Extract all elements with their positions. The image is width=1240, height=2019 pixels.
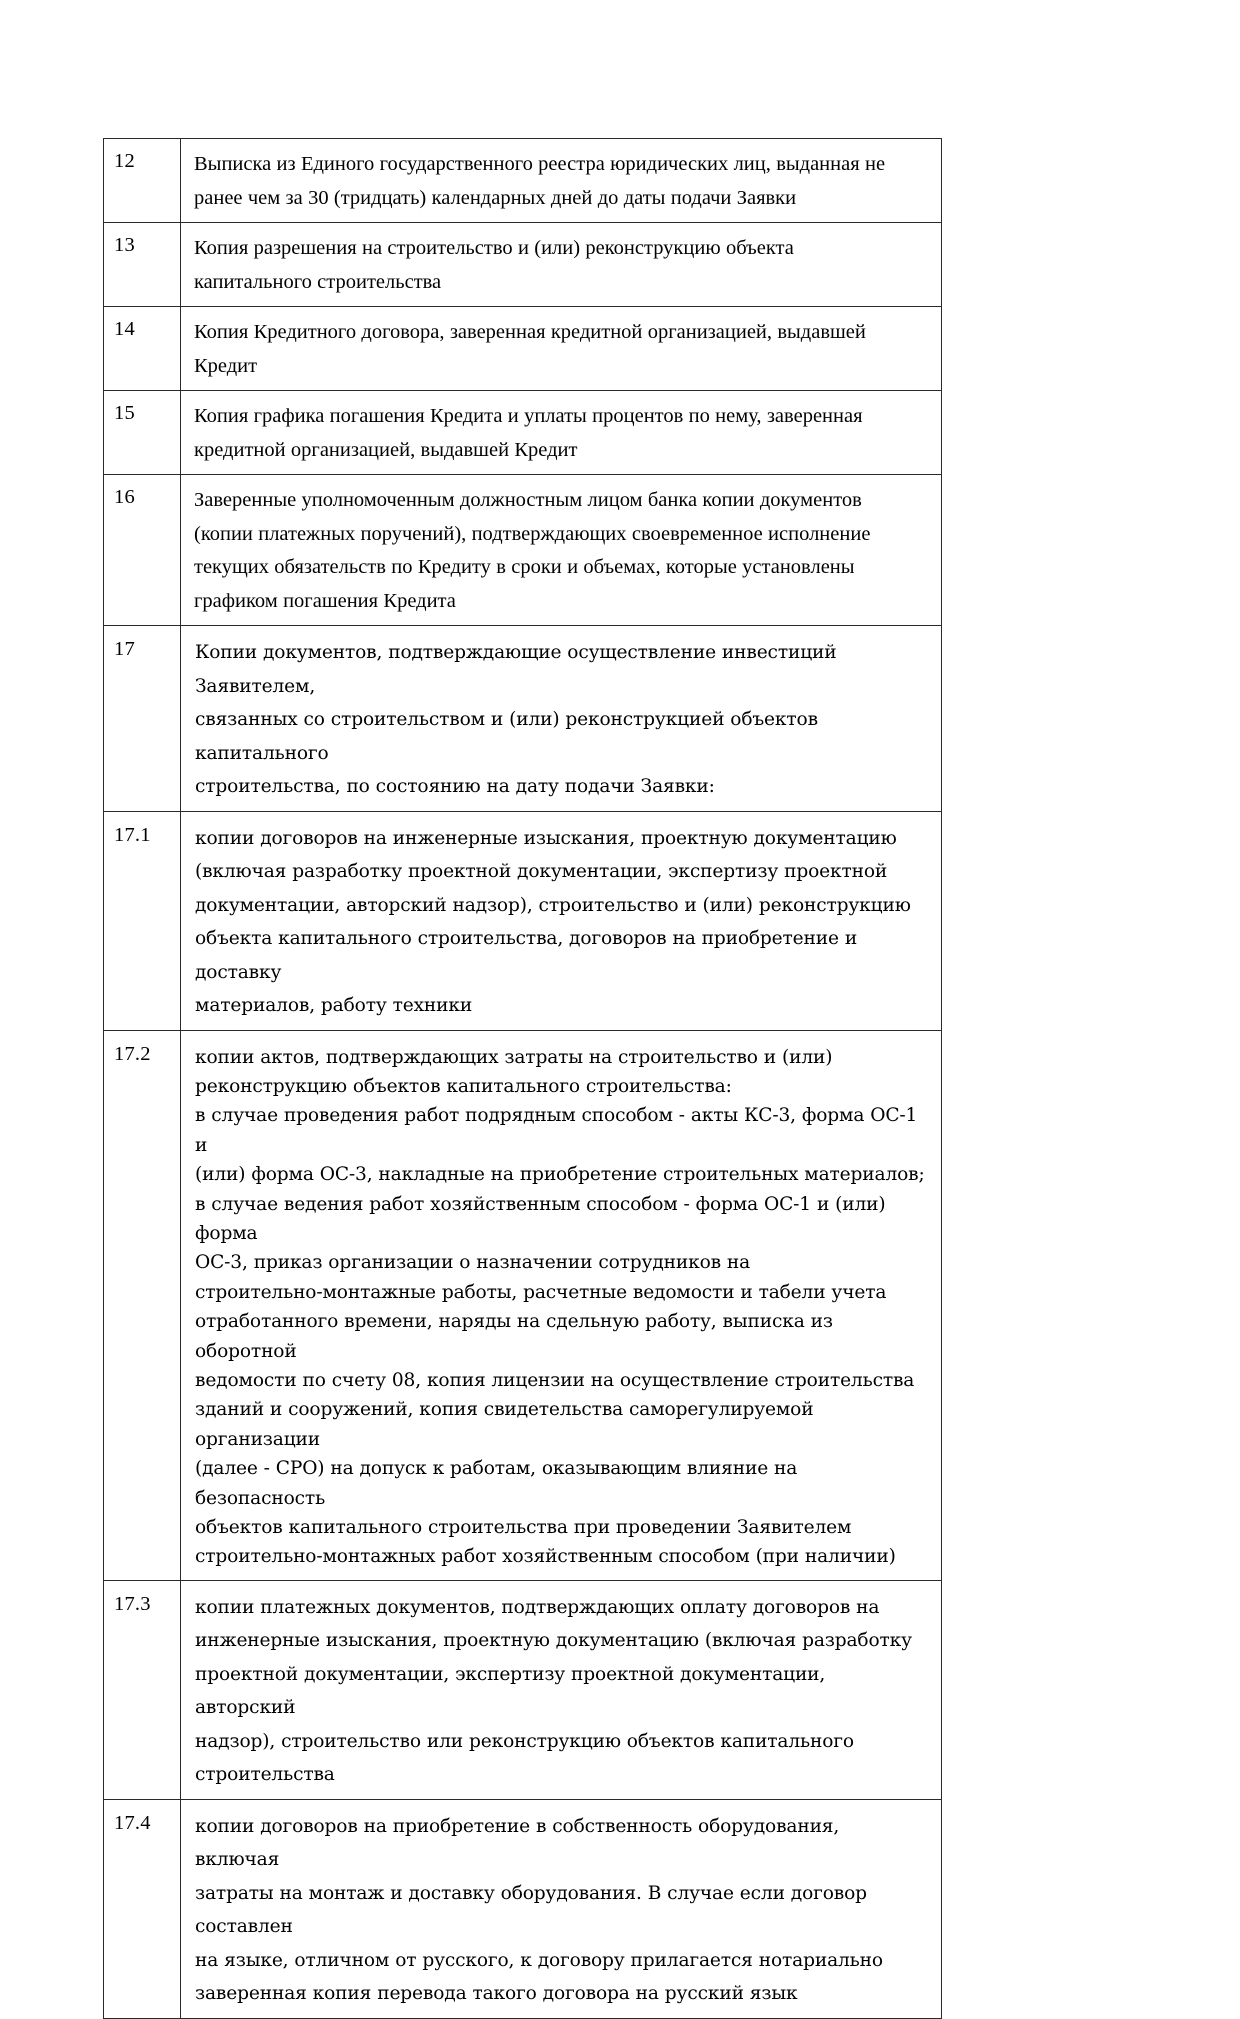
row-number-cell (104, 811, 181, 1030)
table-row (104, 811, 942, 1030)
row-text-line: реконструкцию объектов капитального строительства: (195, 1075, 732, 1097)
row-text (181, 391, 941, 474)
row-number: 14 (114, 318, 135, 340)
row-text-line: графиком погашения Кредита (194, 589, 456, 612)
row-text-cell (181, 475, 942, 626)
row-text-line: на языке, отличном от русского, к договору прилагается нотариально (195, 1949, 883, 1971)
row-text-line: объектов капитального строительства при проведении Заявителем (195, 1517, 852, 1538)
row-text-line: строительства, по состоянию на дату подачи Заявки: (195, 776, 715, 797)
row-text-line: ведомости по счету 08, копия лицензии на осуществление строительства (195, 1369, 915, 1391)
row-text-line: затраты на монтаж и доставку оборудования. В случае если договор составлен (195, 1882, 867, 1938)
row-text (181, 1581, 941, 1799)
row-text (181, 812, 941, 1030)
row-text-line: объекта капитального строительства, договоров на приобретение и доставку (195, 928, 858, 983)
row-text-cell (181, 1799, 942, 2018)
row-text-line: (или) форма ОС-3, накладные на приобретение строительных материалов; (195, 1164, 925, 1186)
row-number-cell (104, 1030, 181, 1580)
row-text-line: Копии документов, подтверждающие осуществление инвестиций Заявителем, (195, 642, 837, 697)
row-text-cell (181, 391, 942, 475)
row-text-line: надзор), строительство или реконструкцию объектов капитального (195, 1730, 854, 1752)
row-text-line: зданий и сооружений, копия свидетельства саморегулируемой организации (195, 1399, 814, 1450)
row-text-line: документации, авторский надзор), строительство и (или) реконструкцию (195, 894, 911, 916)
table-row (104, 475, 942, 626)
table-row (104, 1799, 942, 2018)
row-text-line: проектной документации, экспертизу проектной документации, авторский (195, 1663, 826, 1719)
requirements-table (103, 138, 942, 2019)
row-text-cell (181, 1030, 942, 1580)
table-body (104, 139, 942, 2019)
row-text-line: ранее чем за 30 (тридцать) календарных дней до даты подачи Заявки (194, 186, 797, 209)
row-text-line: Копия графика погашения Кредита и уплаты процентов по нему, заверенная (194, 405, 863, 427)
row-text-line: (далее - СРО) на допуск к работам, оказывающим влияние на безопасность (195, 1458, 798, 1509)
row-text-line: строительно-монтажных работ хозяйственным способом (при наличии) (195, 1546, 896, 1568)
row-text-line: (включая разработку проектной документации, экспертизу проектной (195, 861, 888, 882)
row-text-line: строительства (195, 1764, 335, 1786)
table-row (104, 307, 942, 391)
row-text (181, 475, 941, 625)
row-text-line: копии договоров на приобретение в собственность оборудования, включая (195, 1815, 840, 1871)
row-text (181, 626, 941, 811)
row-text (181, 223, 941, 306)
row-text-line: в случае ведения работ хозяйственным способом - форма ОС-1 и (или) форма (195, 1193, 886, 1244)
table-row (104, 1030, 942, 1580)
row-text-cell (181, 1580, 942, 1799)
row-text-line: инженерные изыскания, проектную документацию (включая разработку (195, 1630, 912, 1652)
row-number-cell (104, 1580, 181, 1799)
row-text-line: материалов, работу техники (195, 995, 473, 1016)
row-number: 17.4 (114, 1811, 151, 1834)
row-text-line: Кредит (194, 354, 258, 377)
row-text-line: ОС-3, приказ организации о назначении сотрудников на (195, 1252, 751, 1274)
row-text-cell (181, 811, 942, 1030)
row-text (181, 307, 941, 390)
row-text-line: Выписка из Единого государственного реестра юридических лиц, выданная не (194, 153, 886, 175)
row-text-cell (181, 307, 942, 391)
table-row (104, 626, 942, 812)
row-text-line: копии актов, подтверждающих затраты на строительство и (или) (195, 1046, 833, 1068)
row-text (181, 139, 941, 222)
row-text-cell (181, 626, 942, 812)
row-number-cell (104, 223, 181, 307)
row-text-line: кредитной организацией, выдавшей Кредит (194, 438, 578, 461)
row-number: 17.1 (114, 823, 151, 846)
row-number: 16 (114, 486, 135, 508)
row-text-line: заверенная копия перевода такого договора на русский язык (195, 1983, 798, 2005)
row-number: 17 (114, 638, 135, 660)
table-row (104, 139, 942, 223)
row-text-line: отработанного времени, наряды на сдельную работу, выписка из оборотной (195, 1311, 833, 1362)
row-text (181, 1800, 941, 2018)
row-text-cell (181, 223, 942, 307)
row-text-line: строительно-монтажные работы, расчетные ведомости и табели учета (195, 1281, 887, 1303)
row-number-cell (104, 475, 181, 626)
row-number: 13 (114, 234, 135, 256)
row-number-cell (104, 139, 181, 223)
table-row (104, 223, 942, 307)
row-number-cell (104, 391, 181, 475)
row-text-line: Заверенные уполномоченным должностным лицом банка копии документов (194, 489, 862, 511)
row-text-line: Копия Кредитного договора, заверенная кредитной организацией, выдавшей (194, 321, 866, 343)
row-text-line: копии договоров на инженерные изыскания, проектную документацию (195, 827, 897, 849)
row-number-cell (104, 1799, 181, 2018)
row-number: 17.3 (114, 1592, 151, 1615)
table-row (104, 1580, 942, 1799)
row-text-cell (181, 139, 942, 223)
row-number: 15 (114, 402, 135, 424)
row-number-cell (104, 307, 181, 391)
table-row (104, 391, 942, 475)
row-text-line: (копии платежных поручений), подтверждающих своевременное исполнение (194, 522, 871, 545)
row-text-line: Копия разрешения на строительство и (или) реконструкцию объекта (194, 237, 794, 259)
row-number: 12 (114, 150, 135, 172)
row-text-line: связанных со строительством и (или) реконструкцией объектов капитального (195, 709, 818, 764)
row-text (181, 1031, 941, 1580)
row-text-line: в случае проведения работ подрядным способом - акты КС-3, форма ОС-1 и (195, 1105, 918, 1156)
row-text-line: текущих обязательств по Кредиту в сроки и объемах, которые установлены (194, 556, 855, 578)
row-text-line: копии платежных документов, подтверждающих оплату договоров на (195, 1596, 880, 1618)
row-text-line: капитального строительства (194, 270, 442, 293)
row-number-cell (104, 626, 181, 812)
row-number: 17.2 (114, 1042, 151, 1065)
